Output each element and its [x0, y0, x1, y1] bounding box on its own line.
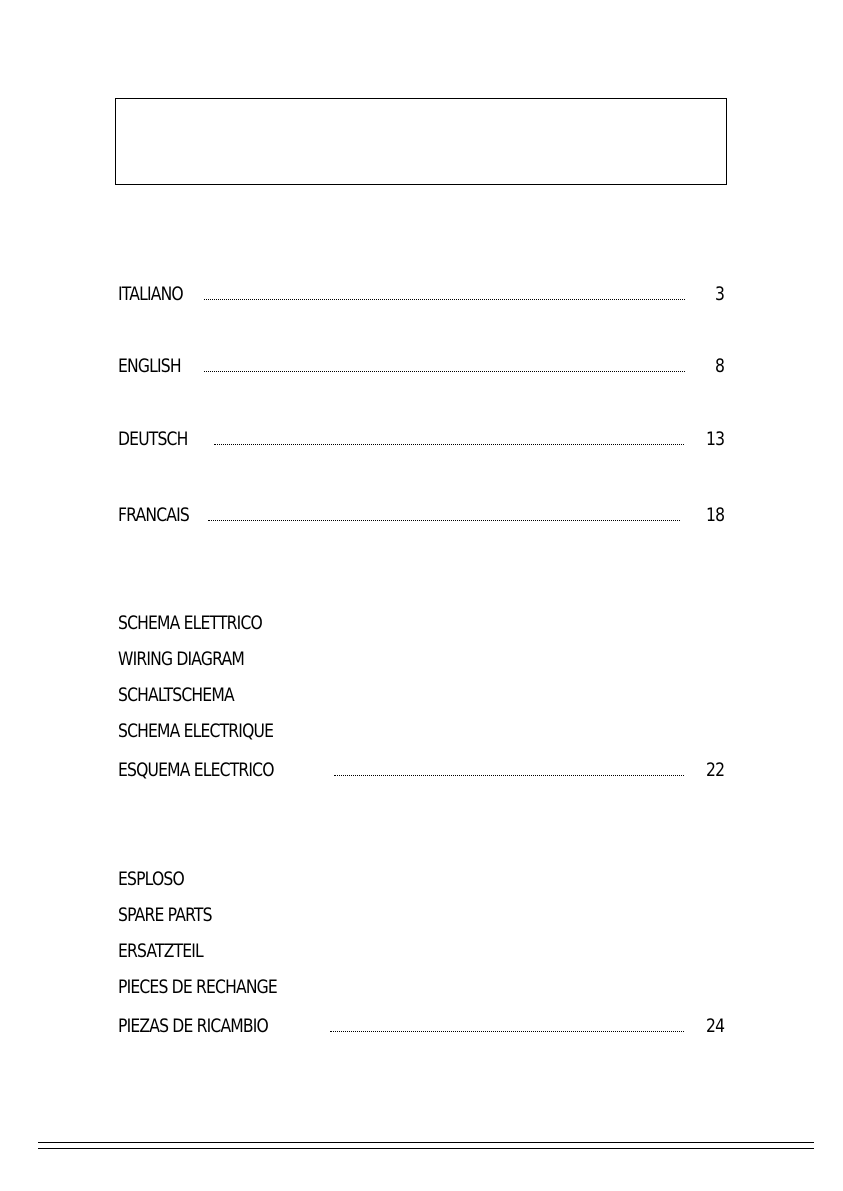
toc-label: ENGLISH: [118, 355, 181, 377]
toc-label: DEUTSCH: [118, 428, 188, 450]
dot-leader: [214, 444, 684, 445]
toc-label: FRANCAIS: [118, 504, 189, 526]
wiring-line-de: [118, 683, 259, 707]
toc-label: SCHALTSCHEMA: [118, 684, 234, 706]
toc-label: SPARE PARTS: [118, 904, 212, 926]
wiring-line-en: [118, 647, 272, 671]
toc-page-number: 8: [714, 355, 724, 377]
toc-label: PIECES DE RECHANGE: [118, 976, 277, 998]
toc-label: PIEZAS DE RICAMBIO: [118, 1015, 268, 1037]
wiring-line-it: [118, 611, 294, 635]
footer-rule-bottom: [38, 1148, 814, 1149]
dot-leader: [330, 1031, 684, 1032]
toc-page-number: 13: [705, 428, 724, 450]
dot-leader: [204, 371, 685, 372]
footer-rule-top: [38, 1142, 814, 1143]
toc-entry-english[interactable]: [118, 354, 724, 378]
toc-page-number: 24: [705, 1015, 724, 1037]
spare-line-en: [118, 903, 232, 927]
toc-page-number: 18: [705, 504, 724, 526]
toc-label: ITALIANO: [118, 283, 183, 305]
dot-leader: [334, 775, 684, 776]
toc-label: SCHEMA ELETTRICO: [118, 612, 262, 634]
toc-label: ERSATZTEIL: [118, 940, 203, 962]
toc-entry-deutsch[interactable]: [118, 427, 724, 451]
title-box: [115, 98, 727, 185]
toc-label: SCHEMA ELECTRIQUE: [118, 720, 274, 742]
toc-entry-francais[interactable]: [118, 503, 724, 527]
spare-line-de: [118, 939, 222, 963]
toc-entry-spare-parts[interactable]: [118, 1014, 724, 1038]
toc-label: ESQUEMA ELECTRICO: [118, 759, 274, 781]
toc-label: WIRING DIAGRAM: [118, 648, 244, 670]
dot-leader: [204, 299, 685, 300]
toc-page-number: 22: [705, 759, 724, 781]
toc-page-number: 3: [714, 283, 724, 305]
spare-line-fr: [118, 975, 312, 999]
toc-entry-wiring-diagram[interactable]: [118, 758, 724, 782]
spare-line-it: [118, 867, 198, 891]
wiring-line-fr: [118, 719, 307, 743]
toc-entry-italiano[interactable]: [118, 282, 724, 306]
toc-label: ESPLOSO: [118, 868, 184, 890]
dot-leader: [208, 520, 680, 521]
